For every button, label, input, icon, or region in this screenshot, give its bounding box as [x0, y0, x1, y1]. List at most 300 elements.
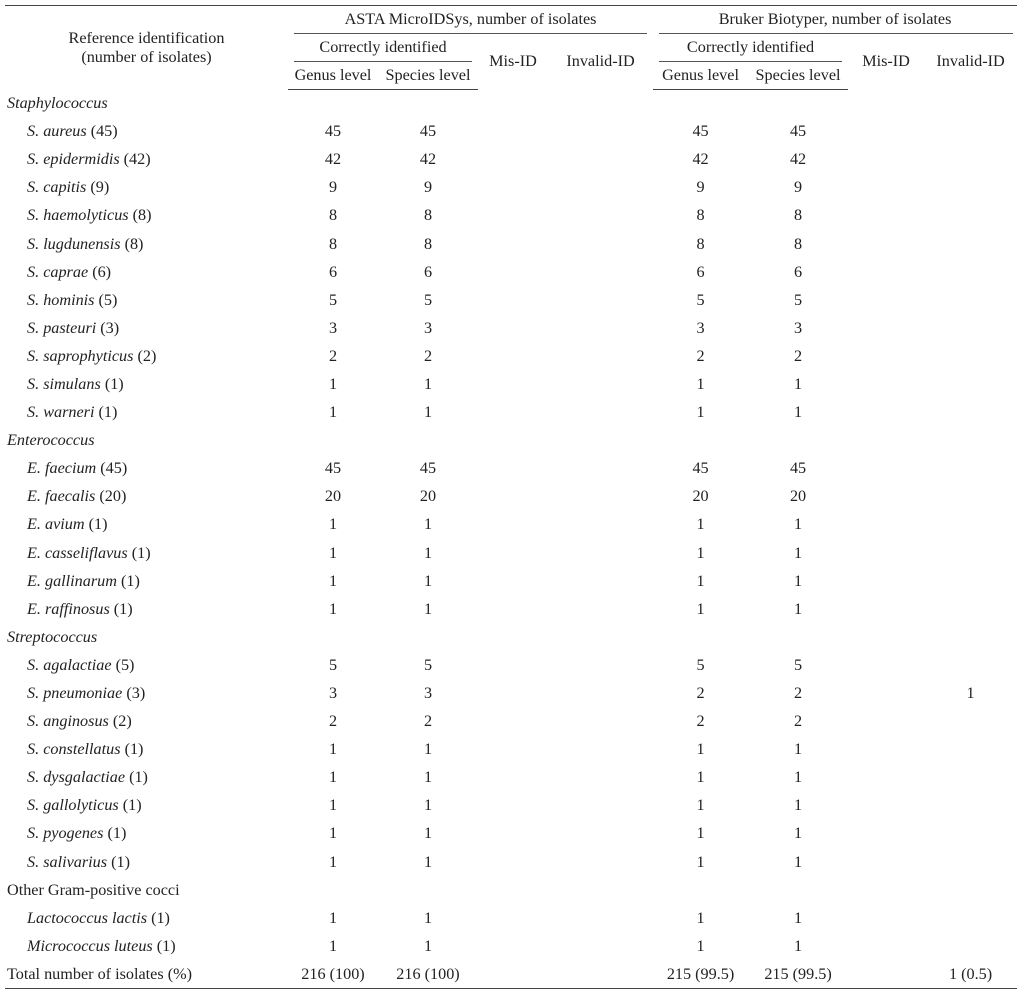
- value-cell: [478, 651, 548, 679]
- value-cell: [548, 230, 653, 258]
- species-name: S. hominis: [27, 290, 95, 309]
- value-cell: [848, 370, 924, 398]
- value-cell: 1: [328, 403, 338, 422]
- value-cell: [548, 792, 653, 820]
- value-cell: 1: [966, 684, 975, 703]
- value-cell: 1: [696, 796, 705, 815]
- value-cell: 2: [423, 346, 433, 365]
- species-count: (1): [129, 768, 148, 787]
- species-label: [5, 230, 288, 258]
- value-cell: 9: [328, 178, 338, 197]
- value-cell: [924, 314, 1017, 342]
- value-cell: 45: [419, 459, 437, 478]
- value-cell: 1: [793, 599, 803, 618]
- value-cell: 8: [328, 206, 338, 225]
- species-count: (1): [111, 852, 130, 871]
- value-cell: [848, 764, 924, 792]
- value-cell: [548, 736, 653, 764]
- value-cell: [548, 370, 653, 398]
- value-cell: [548, 848, 653, 876]
- value-cell: 6: [328, 262, 338, 281]
- table-row: [5, 370, 1017, 398]
- value-cell: 1: [328, 768, 338, 787]
- empty-cell: [478, 427, 548, 455]
- empty-cell: [748, 623, 848, 651]
- value-cell: [848, 146, 924, 174]
- empty-cell: [924, 876, 1017, 904]
- value-cell: [548, 146, 653, 174]
- value-cell: 2: [696, 684, 705, 703]
- value-cell: [924, 202, 1017, 230]
- value-cell: [848, 539, 924, 567]
- value-cell: [548, 342, 653, 370]
- group-label: [5, 90, 288, 118]
- value-cell: [478, 483, 548, 511]
- value-cell: 45: [324, 122, 342, 141]
- total-value-cell: [848, 960, 924, 988]
- value-cell: [924, 708, 1017, 736]
- value-cell: [548, 258, 653, 286]
- species-label: [5, 736, 288, 764]
- empty-cell: [378, 427, 478, 455]
- bruker-misid-header: Mis-ID: [862, 52, 910, 70]
- table-row: [5, 708, 1017, 736]
- empty-cell: [748, 90, 848, 118]
- empty-cell: [924, 427, 1017, 455]
- value-cell: 1: [793, 768, 803, 787]
- value-cell: [548, 202, 653, 230]
- value-cell: 1: [423, 374, 433, 393]
- value-cell: 1: [328, 374, 338, 393]
- value-cell: [924, 511, 1017, 539]
- value-cell: [848, 651, 924, 679]
- value-cell: 1: [423, 740, 433, 759]
- value-cell: 45: [692, 459, 709, 478]
- empty-cell: [548, 427, 653, 455]
- table-row: [5, 118, 1017, 146]
- species-count: (1): [131, 543, 151, 562]
- value-cell: [924, 230, 1017, 258]
- asta-genus-header: Genus level: [288, 62, 378, 90]
- empty-cell: [653, 623, 748, 651]
- value-cell: 2: [793, 684, 803, 703]
- empty-cell: [378, 876, 478, 904]
- value-cell: [478, 146, 548, 174]
- species-label: [5, 595, 288, 623]
- value-cell: [924, 764, 1017, 792]
- value-cell: 3: [328, 684, 338, 703]
- value-cell: [848, 932, 924, 960]
- species-count: (45): [100, 459, 128, 478]
- value-cell: 1: [328, 515, 338, 534]
- species-count: (1): [104, 374, 124, 393]
- table-row: [5, 904, 1017, 932]
- species-name: S. lugdunensis: [27, 234, 121, 253]
- value-cell: [848, 820, 924, 848]
- value-cell: 1: [328, 543, 338, 562]
- table-row: [5, 595, 1017, 623]
- empty-cell: [848, 427, 924, 455]
- species-name: E. casseliflavus: [27, 543, 128, 562]
- value-cell: [848, 483, 924, 511]
- table-row: [5, 820, 1017, 848]
- value-cell: 8: [793, 234, 803, 253]
- value-cell: [924, 146, 1017, 174]
- value-cell: 8: [423, 206, 433, 225]
- species-count: (2): [137, 346, 157, 365]
- group-row: [5, 876, 1017, 904]
- species-name: S. dysgalactiae: [27, 768, 126, 787]
- table-row: [5, 932, 1017, 960]
- value-cell: 1: [423, 852, 433, 871]
- value-cell: 2: [793, 712, 803, 731]
- value-cell: [548, 820, 653, 848]
- value-cell: [478, 764, 548, 792]
- value-cell: 42: [789, 150, 807, 169]
- value-cell: [478, 539, 548, 567]
- value-cell: [848, 258, 924, 286]
- value-cell: [924, 455, 1017, 483]
- group-label: [5, 427, 288, 455]
- value-cell: [548, 679, 653, 707]
- value-cell: [548, 764, 653, 792]
- species-count: (1): [122, 796, 142, 815]
- value-cell: 1: [696, 824, 705, 843]
- species-name: Lactococcus lactis: [27, 908, 148, 927]
- value-cell: 1: [423, 936, 433, 955]
- species-label: [5, 286, 288, 314]
- empty-cell: [848, 623, 924, 651]
- value-cell: 2: [793, 346, 803, 365]
- table-row: [5, 679, 1017, 707]
- value-cell: [924, 595, 1017, 623]
- value-cell: 1: [328, 599, 338, 618]
- value-cell: [924, 342, 1017, 370]
- value-cell: 1: [328, 852, 338, 871]
- value-cell: 2: [423, 712, 433, 731]
- total-value-cell: 215 (99.5): [653, 960, 748, 988]
- empty-cell: [378, 623, 478, 651]
- species-label: [5, 202, 288, 230]
- empty-cell: [548, 623, 653, 651]
- empty-cell: [653, 90, 748, 118]
- value-cell: 1: [793, 515, 803, 534]
- value-cell: [924, 567, 1017, 595]
- value-cell: 3: [423, 318, 433, 337]
- value-cell: [478, 736, 548, 764]
- value-cell: [548, 567, 653, 595]
- value-cell: [548, 651, 653, 679]
- bruker-correct-header: Correctly identified: [653, 34, 848, 62]
- value-cell: [548, 118, 653, 146]
- value-cell: 8: [423, 234, 433, 253]
- value-cell: 20: [789, 487, 807, 506]
- total-value-cell: 216 (100): [288, 960, 378, 988]
- value-cell: 3: [696, 318, 705, 337]
- value-cell: 6: [793, 262, 803, 281]
- table-row: [5, 258, 1017, 286]
- asta-header: ASTA MicroIDSys, number of isolates: [288, 6, 653, 34]
- value-cell: [924, 820, 1017, 848]
- species-name: S. salivarius: [27, 852, 108, 871]
- species-name: S. warneri: [27, 403, 95, 422]
- value-cell: [548, 399, 653, 427]
- species-count: (1): [107, 824, 127, 843]
- value-cell: 20: [692, 487, 709, 506]
- group-name: Enterococcus: [7, 431, 95, 450]
- group-label: [5, 876, 288, 904]
- species-name: S. epidermidis: [27, 150, 120, 169]
- species-count: (8): [124, 234, 144, 253]
- species-name: S. pneumoniae: [27, 684, 123, 703]
- species-name: S. agalactiae: [27, 655, 112, 674]
- value-cell: 2: [328, 346, 338, 365]
- empty-cell: [924, 90, 1017, 118]
- table-body: [5, 90, 1017, 989]
- species-label: [5, 342, 288, 370]
- empty-cell: [748, 876, 848, 904]
- species-label: [5, 764, 288, 792]
- species-name: S. haemolyticus: [27, 206, 129, 225]
- table-row: [5, 146, 1017, 174]
- species-count: (1): [124, 740, 144, 759]
- species-name: E. raffinosus: [27, 599, 110, 618]
- value-cell: [478, 399, 548, 427]
- value-cell: 1: [423, 515, 433, 534]
- bruker-species-header: Species level: [748, 62, 848, 90]
- value-cell: 5: [793, 290, 803, 309]
- species-label: [5, 651, 288, 679]
- value-cell: 3: [328, 318, 338, 337]
- value-cell: 1: [423, 768, 433, 787]
- empty-cell: [478, 623, 548, 651]
- species-name: S. anginosus: [27, 712, 109, 731]
- value-cell: 1: [696, 374, 705, 393]
- species-count: (42): [123, 150, 151, 169]
- value-cell: 1: [793, 852, 803, 871]
- table-row: [5, 202, 1017, 230]
- species-label: [5, 904, 288, 932]
- value-cell: [848, 904, 924, 932]
- reference-header-line1: Reference identification: [68, 28, 225, 47]
- value-cell: [924, 651, 1017, 679]
- value-cell: 8: [793, 206, 803, 225]
- species-label: [5, 118, 288, 146]
- empty-cell: [848, 90, 924, 118]
- species-count: (6): [92, 262, 112, 281]
- table-row: [5, 792, 1017, 820]
- table-row: [5, 174, 1017, 202]
- value-cell: 5: [696, 655, 705, 674]
- value-cell: 20: [324, 487, 342, 506]
- species-label: [5, 932, 288, 960]
- value-cell: [478, 230, 548, 258]
- value-cell: 1: [696, 740, 705, 759]
- value-cell: 9: [696, 178, 705, 197]
- species-count: (1): [113, 599, 133, 618]
- value-cell: 1: [793, 543, 803, 562]
- value-cell: 2: [696, 712, 705, 731]
- value-cell: 8: [696, 206, 705, 225]
- table-row: [5, 764, 1017, 792]
- value-cell: [848, 848, 924, 876]
- value-cell: [478, 848, 548, 876]
- species-count: (3): [100, 318, 120, 337]
- total-value-cell: [548, 960, 653, 988]
- empty-cell: [848, 876, 924, 904]
- value-cell: [924, 848, 1017, 876]
- table-row: [5, 567, 1017, 595]
- value-cell: [848, 708, 924, 736]
- value-cell: [848, 455, 924, 483]
- group-name: Streptococcus: [7, 627, 98, 646]
- value-cell: [924, 792, 1017, 820]
- bruker-header: Bruker Biotyper, number of isolates: [653, 6, 1017, 34]
- value-cell: 1: [423, 599, 433, 618]
- total-value-cell: 1 (0.5): [924, 960, 1017, 988]
- value-cell: [924, 118, 1017, 146]
- value-cell: 3: [423, 684, 433, 703]
- value-cell: 5: [328, 655, 338, 674]
- identification-results-table: [5, 5, 1017, 989]
- empty-cell: [478, 876, 548, 904]
- value-cell: 1: [423, 571, 433, 590]
- group-row: [5, 623, 1017, 651]
- empty-cell: [653, 876, 748, 904]
- value-cell: 1: [423, 403, 433, 422]
- species-count: (8): [132, 206, 152, 225]
- species-count: (1): [88, 515, 108, 534]
- species-count: (45): [90, 122, 118, 141]
- species-label: [5, 539, 288, 567]
- value-cell: 5: [328, 290, 338, 309]
- value-cell: [848, 511, 924, 539]
- value-cell: 1: [696, 515, 705, 534]
- species-count: (3): [126, 684, 146, 703]
- value-cell: [848, 286, 924, 314]
- value-cell: [548, 708, 653, 736]
- value-cell: [848, 595, 924, 623]
- value-cell: [548, 174, 653, 202]
- value-cell: [478, 314, 548, 342]
- species-label: [5, 146, 288, 174]
- value-cell: 42: [419, 150, 437, 169]
- asta-correct-header: Correctly identified: [288, 34, 478, 62]
- species-count: (1): [120, 571, 140, 590]
- value-cell: 1: [793, 936, 803, 955]
- value-cell: [478, 595, 548, 623]
- value-cell: 1: [696, 908, 705, 927]
- value-cell: [478, 708, 548, 736]
- value-cell: 1: [696, 599, 705, 618]
- species-label: [5, 820, 288, 848]
- empty-cell: [653, 427, 748, 455]
- value-cell: 1: [696, 571, 705, 590]
- value-cell: 45: [324, 459, 342, 478]
- value-cell: [478, 455, 548, 483]
- group-label: [5, 623, 288, 651]
- value-cell: [548, 314, 653, 342]
- table-row: [5, 314, 1017, 342]
- species-name: E. faecalis: [27, 487, 96, 506]
- value-cell: [548, 511, 653, 539]
- value-cell: [478, 792, 548, 820]
- value-cell: 1: [328, 796, 338, 815]
- species-name: E. faecium: [27, 459, 97, 478]
- value-cell: [548, 455, 653, 483]
- species-name: S. aureus: [27, 122, 87, 141]
- value-cell: 45: [789, 459, 807, 478]
- reference-header: [5, 6, 288, 90]
- value-cell: [478, 174, 548, 202]
- bruker-invalid-header: Invalid-ID: [936, 52, 1005, 70]
- empty-cell: [548, 90, 653, 118]
- value-cell: [478, 932, 548, 960]
- table-row: [5, 511, 1017, 539]
- table-row: [5, 455, 1017, 483]
- group-row: [5, 427, 1017, 455]
- species-label: [5, 679, 288, 707]
- value-cell: 1: [793, 908, 803, 927]
- total-label: Total number of isolates (%): [5, 960, 288, 988]
- value-cell: [924, 904, 1017, 932]
- value-cell: 1: [696, 543, 705, 562]
- value-cell: [924, 174, 1017, 202]
- empty-cell: [378, 90, 478, 118]
- asta-species-header: Species level: [378, 62, 478, 90]
- species-count: (20): [99, 487, 127, 506]
- species-label: [5, 399, 288, 427]
- value-cell: 1: [696, 852, 705, 871]
- value-cell: 1: [696, 768, 705, 787]
- species-name: S. saprophyticus: [27, 346, 134, 365]
- value-cell: [478, 567, 548, 595]
- value-cell: [848, 792, 924, 820]
- value-cell: [924, 286, 1017, 314]
- value-cell: [924, 539, 1017, 567]
- species-count: (5): [98, 290, 118, 309]
- value-cell: 1: [328, 908, 338, 927]
- empty-cell: [478, 90, 548, 118]
- empty-cell: [288, 623, 378, 651]
- value-cell: 5: [423, 290, 433, 309]
- value-cell: [848, 736, 924, 764]
- species-label: [5, 314, 288, 342]
- species-count: (9): [90, 178, 110, 197]
- species-label: [5, 483, 288, 511]
- value-cell: 1: [423, 543, 433, 562]
- value-cell: [848, 174, 924, 202]
- value-cell: [848, 314, 924, 342]
- value-cell: [848, 679, 924, 707]
- table-row: [5, 399, 1017, 427]
- value-cell: [848, 342, 924, 370]
- value-cell: 9: [793, 178, 803, 197]
- value-cell: 1: [696, 403, 705, 422]
- species-name: S. simulans: [27, 374, 101, 393]
- value-cell: [848, 118, 924, 146]
- value-cell: [478, 679, 548, 707]
- reference-header-line2: (number of isolates): [81, 47, 212, 66]
- table-row: [5, 286, 1017, 314]
- species-label: [5, 848, 288, 876]
- value-cell: 6: [696, 262, 705, 281]
- empty-cell: [748, 427, 848, 455]
- value-cell: [478, 511, 548, 539]
- species-name: S. caprae: [27, 262, 89, 281]
- table-row: [5, 230, 1017, 258]
- value-cell: 1: [423, 824, 433, 843]
